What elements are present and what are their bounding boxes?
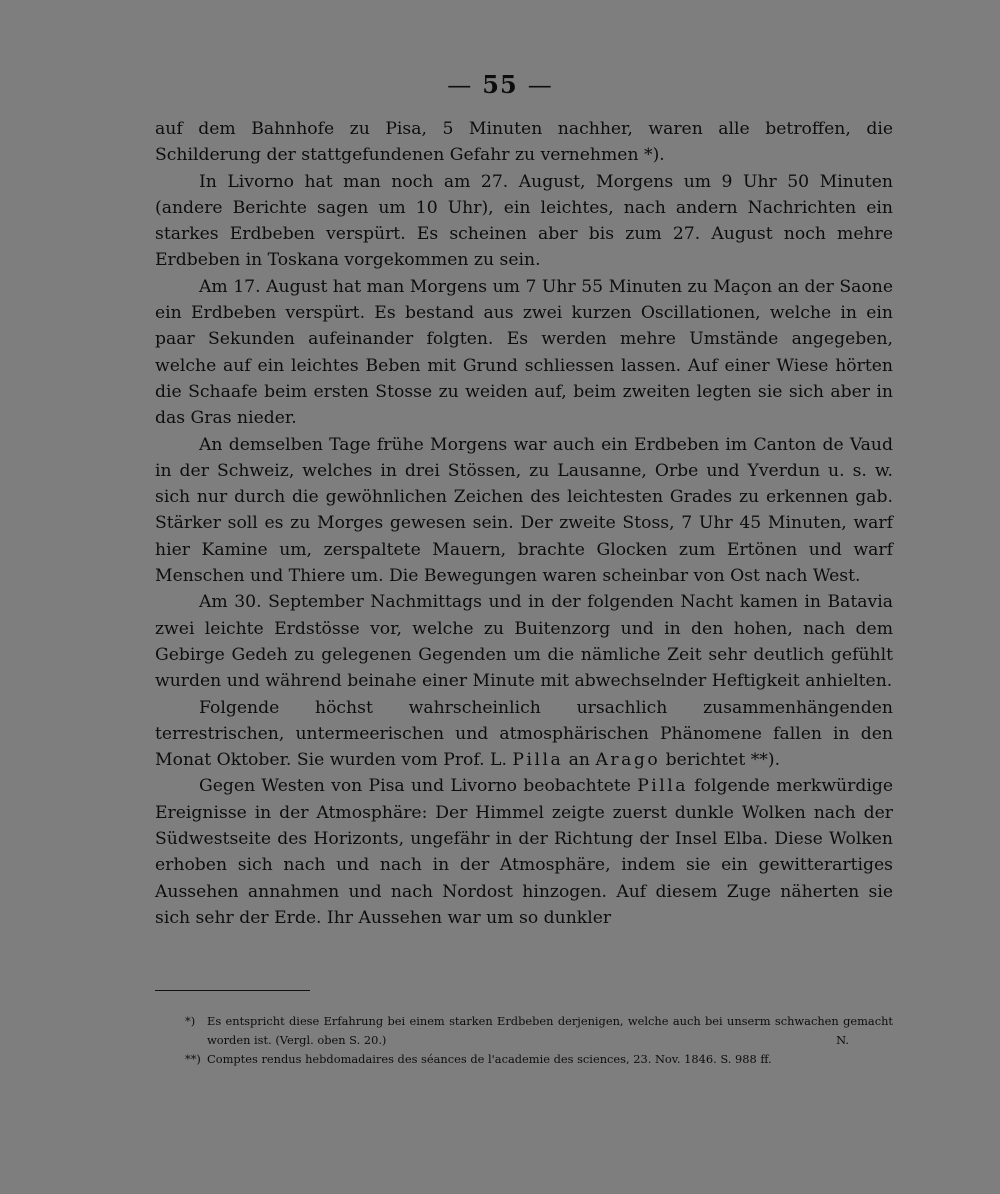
footnote-marker: **) — [185, 1052, 201, 1066]
spaced-name: Pilla — [512, 750, 564, 771]
paragraph — [155, 432, 893, 590]
paragraph — [155, 274, 893, 432]
spaced-name: Pilla — [637, 776, 689, 797]
spaced-name: Arago — [595, 750, 661, 771]
footnote-marker: *) — [185, 1014, 196, 1028]
footnote — [155, 1012, 893, 1050]
paragraph — [155, 589, 893, 694]
page-number-dash-left: — — [447, 71, 473, 99]
text-run: Gegen Westen von Pisa und Livorno beobachtete — [199, 776, 638, 797]
text-run: an — [563, 750, 596, 771]
body-text — [155, 116, 893, 931]
text-run: Am 17. August hat man Morgens um 7 Uhr 55 Minuten zu Maçon an der Saone ein Erdbeben verspürt. Es bestand aus zwei kurzen Oscillationen, welche in ein paar Sekunden aufeinander folgten. Es werden mehre Umstände angegeben, welche auf ein leichtes Beben mit Grund schliessen lassen. Auf einer Wiese hörten die Schaafe beim ersten Stosse zu weiden auf, beim zweiten legten sie sich aber in das Gras nieder. — [155, 276, 893, 429]
text-run: In Livorno hat man noch am 27. August, Morgens um 9 Uhr 50 Minuten (andere Berichte sagen um 10 Uhr), ein leichtes, nach andern Nachrichten ein starkes Erdbeben verspürt. Es scheinen aber bis zum 27. August noch mehre Erdbeben in Toskana vorgekommen zu sein. — [155, 171, 893, 271]
footnote — [155, 1050, 893, 1069]
footnote-rule — [155, 990, 310, 991]
footnote-signature: N. — [836, 1033, 849, 1047]
page-number — [0, 70, 1000, 99]
footnote-text: Es entspricht diese Erfahrung bei einem starken Erdbeben derjenigen, welche auch bei unserm schwachen gemacht worden ist. (Vergl. oben S. 20.) — [207, 1014, 893, 1047]
page-number-dash-right: — — [527, 71, 553, 99]
text-run: An demselben Tage frühe Morgens war auch ein Erdbeben im Canton de Vaud in der Schweiz, welches in drei Stössen, zu Lausanne, Orbe und Yverdun u. s. w. sich nur durch die gewöhnlichen Zeichen des leichtesten Grades zu erkennen gab. Stärker soll es zu Morges gewesen sein. Der zweite Stoss, 7 Uhr 45 Minuten, warf hier Kamine um, zerspaltete Mauern, brachte Glocken zum Ertönen und warf Menschen und Thiere um. Die Bewegungen waren scheinbar von Ost nach West. — [155, 434, 893, 587]
page-number-value: 55 — [482, 70, 518, 99]
text-run: Am 30. September Nachmittags und in der folgenden Nacht kamen in Batavia zwei leichte Erdstösse vor, welche zu Buitenzorg und in den hohen, nach dem Gebirge Gedeh zu gelegenen Gegenden um die nämliche Zeit sehr deutlich gefühlt wurden und während beinahe einer Minute mit abwechselnder Heftigkeit anhielten. — [155, 592, 893, 692]
text-run: folgende merkwürdige Ereignisse in der Atmosphäre: Der Himmel zeigte zuerst dunkle Wolken nach der Südwestseite des Horizonts, ungefähr in der Richtung der Insel Elba. Diese Wolken erhoben sich nach und nach in der Atmosphäre, indem sie ein gewitterartiges Aussehen annahmen und nach Nordost hinzogen. Auf diesem Zuge näherten sie sich sehr der Erde. Ihr Aussehen war um so dunkler — [155, 776, 893, 928]
paragraph — [155, 116, 893, 169]
paragraph — [155, 169, 893, 274]
paragraph — [155, 773, 893, 931]
paragraph — [155, 695, 893, 774]
text-run: auf dem Bahnhofe zu Pisa, 5 Minuten nachher, waren alle betroffen, die Schilderung der stattgefundenen Gefahr zu vernehmen *). — [155, 119, 893, 166]
text-run: Folgende höchst wahrscheinlich ursachlich zusammenhängenden terrestrischen, untermeerischen und atmosphärischen Phänomene fallen in den Monat Oktober. Sie wurden vom Prof. L. — [155, 697, 893, 771]
text-run: berichtet **). — [660, 750, 781, 771]
footnote-text: Comptes rendus hebdomadaires des séances de l'academie des sciences, 23. Nov. 1846. S. 988 ff. — [207, 1052, 772, 1066]
footnotes — [155, 1012, 893, 1069]
